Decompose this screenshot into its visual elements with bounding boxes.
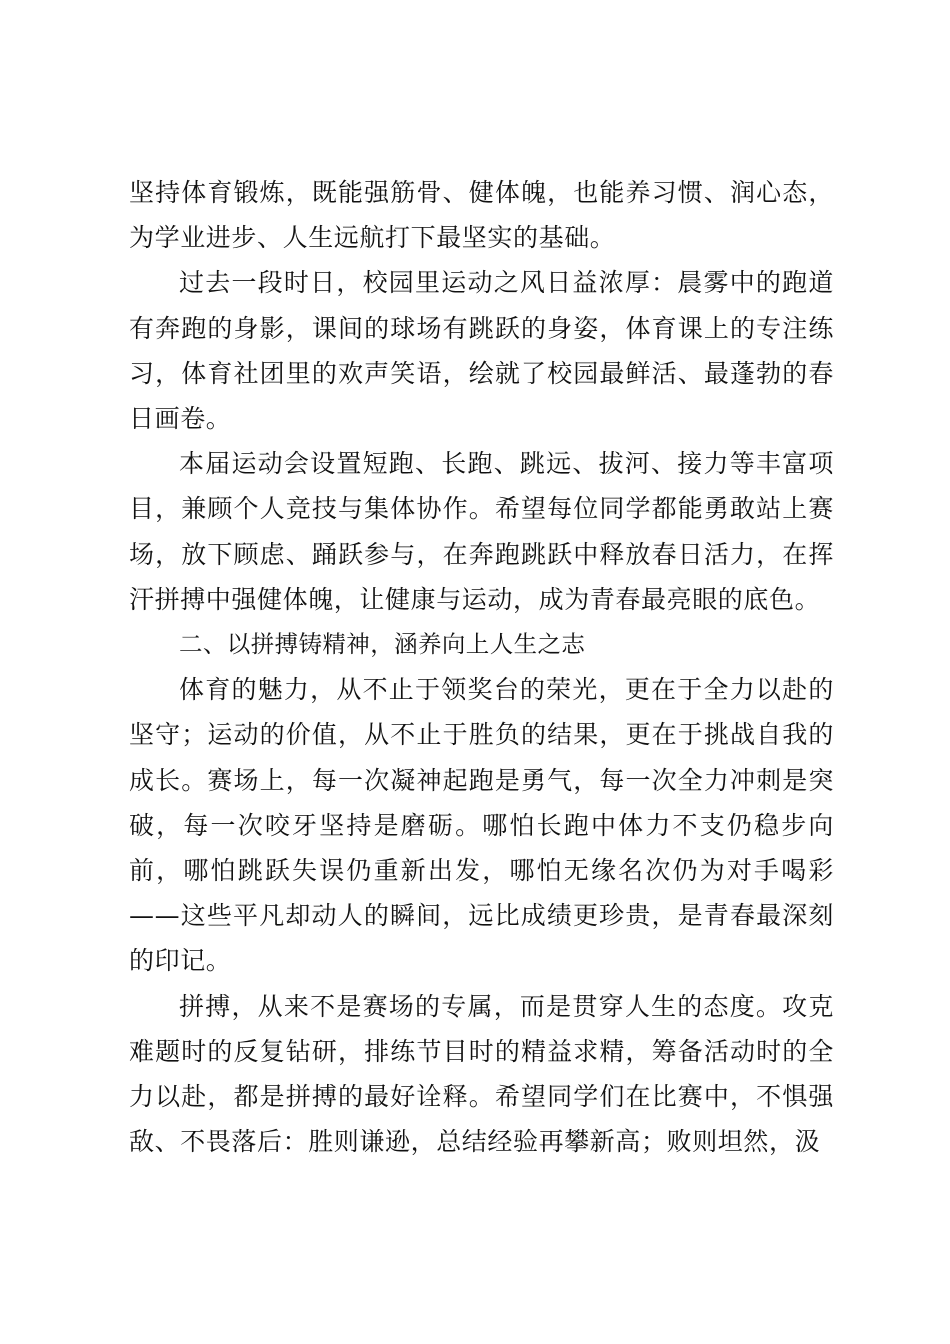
- document-body: [129, 170, 834, 1164]
- paragraph-striving-attitude: 拼搏，从来不是赛场的专属，而是贯穿人生的态度。攻克难题时的反复钻研，排练节目时的精益求精，筹备活动时的全力以赴，都是拼搏的最好诠释。希望同学们在比赛中，不惧强敌、不畏落后：胜则谦逊，总结经验再攀新高；败则坦然，汲: [129, 991, 834, 1157]
- section-heading: 二、以拼搏铸精神，涵养向上人生之志: [179, 630, 586, 659]
- paragraph-sports-meet-events: 本届运动会设置短跑、长跑、跳远、拔河、接力等丰富项目，兼顾个人竞技与集体协作。希望每位同学都能勇敢站上赛场，放下顾虑、踊跃参与，在奔跑跳跃中释放春日活力，在挥汗拼搏中强健体魄，让健康与运动，成为青春最亮眼的底色。: [129, 449, 834, 614]
- paragraph-continuation: 坚持体育锻炼，既能强筋骨、健体魄，也能养习惯、润心态，为学业进步、人生远航打下最坚实的基础。: [129, 178, 834, 253]
- paragraph-charm-of-sports: 体育的魅力，从不止于领奖台的荣光，更在于全力以赴的坚守；运动的价值，从不止于胜负的结果，更在于挑战自我的成长。赛场上，每一次凝神起跑是勇气，每一次全力冲刺是突破，每一次咬牙坚持是磨砺。哪怕长跑中体力不支仍稳步向前，哪怕跳跃失误仍重新出发，哪怕无缘名次仍为对手喝彩——这些平凡却动人的瞬间，远比成绩更珍贵，是青春最深刻的印记。: [129, 675, 834, 976]
- paragraph-campus-sports-atmosphere: 过去一段时日，校园里运动之风日益浓厚：晨雾中的跑道有奔跑的身影，课间的球场有跳跃的身姿，体育课上的专注练习，体育社团里的欢声笑语，绘就了校园最鲜活、最蓬勃的春日画卷。: [129, 268, 834, 434]
